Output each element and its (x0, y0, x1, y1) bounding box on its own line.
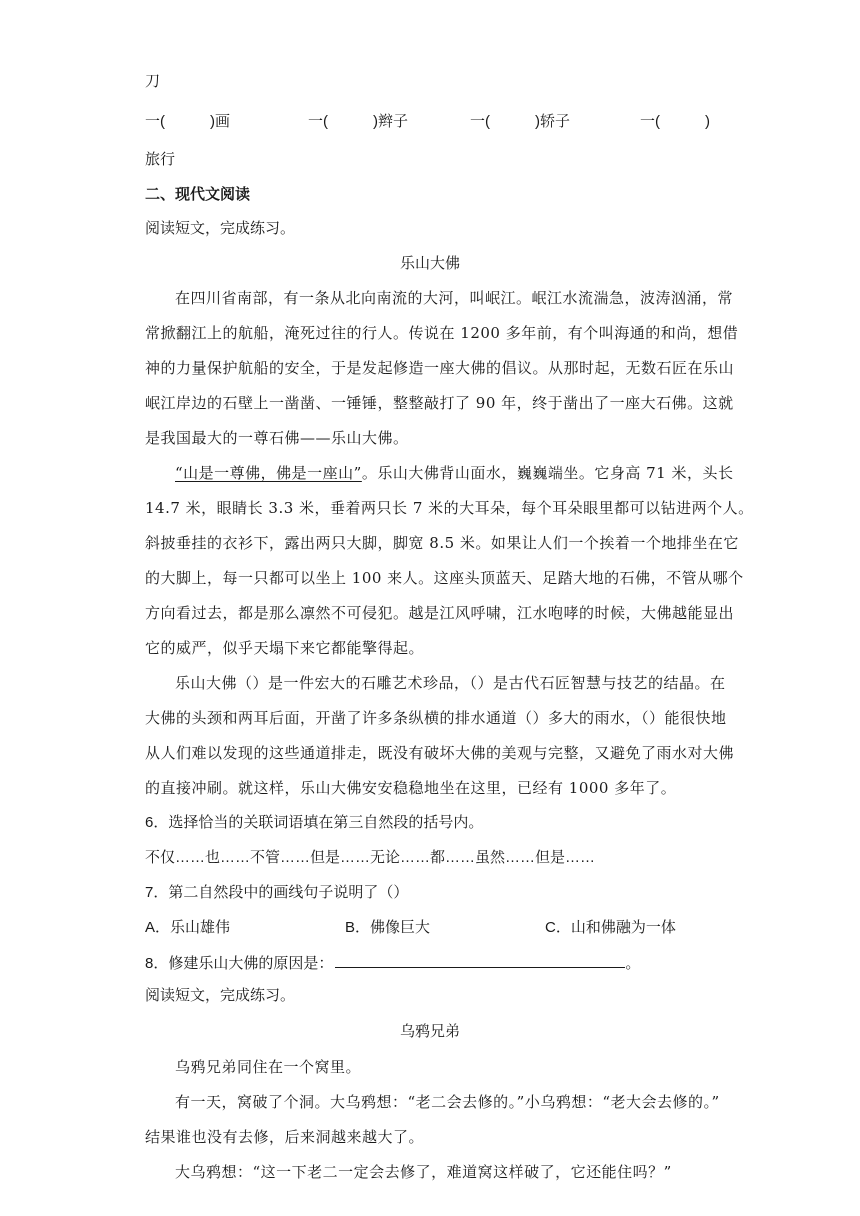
passage-line: 的大脚上，每一只都可以坐上 100 来人。这座头顶蓝天、足踏大地的石佛，不管从哪个 (145, 569, 744, 587)
passage-line: 神的力量保护航船的安全，于是发起修造一座大佛的倡议。从那时起，无数石匠在乐山 (145, 359, 735, 377)
question-8-text: 8．修建乐山大佛的原因是： (145, 955, 334, 972)
passage-title: 乌鸦兄弟 (399, 1022, 460, 1040)
fill-item-blank: 一( ) (640, 113, 710, 130)
passage-line: 有一天，窝破了个洞。大乌鸦想：“老二会去修的。”小乌鸦想：“老大会去修的。” (175, 1093, 720, 1111)
option-a: A．乐山雄伟 (145, 919, 231, 936)
text-lvxing: 旅行 (145, 151, 176, 168)
instruction: 阅读短文，完成练习。 (145, 987, 296, 1004)
option-b: B．佛像巨大 (345, 919, 431, 936)
passage-line: 常掀翻江上的航船，淹死过往的行人。传说在 1200 多年前，有个叫海通的和尚，想借 (145, 324, 739, 342)
passage-text: 。乐山大佛背山面水，巍巍端坐。它身高 71 米，头长 (361, 464, 734, 482)
passage-line: 14.7 米，眼睛长 3.3 米，垂着两只长 7 米的大耳朵，每个耳朵眼里都可以钻进两个人。 (145, 499, 754, 517)
question-8 (145, 953, 640, 974)
fill-item-bianzi: 一( )辫子 (308, 113, 408, 130)
passage-line: 在四川省南部，有一条从北向南流的大河，叫岷江。岷江水流湍急，波涛汹涌，常 (175, 289, 734, 307)
passage-line: 方向看过去，都是那么凛然不可侵犯。越是江风呼啸，江水咆哮的时候，大佛越能显出 (145, 604, 735, 622)
fill-item-hua: 一( )画 (145, 113, 230, 130)
section-heading: 二、现代文阅读 (145, 186, 251, 203)
passage-title: 乐山大佛 (399, 254, 460, 272)
passage-line: 结果谁也没有去修，后来洞越来越大了。 (145, 1128, 425, 1146)
answer-blank (335, 953, 625, 968)
instruction: 阅读短文，完成练习。 (145, 220, 296, 237)
passage-line: 的直接冲刷。就这样，乐山大佛安安稳稳地坐在这里，已经有 1000 多年了。 (145, 779, 677, 797)
char-dao: 刀 (145, 73, 161, 90)
passage-line: 乐山大佛（）是一件宏大的石雕艺术珍品，（）是古代石匠智慧与技艺的结晶。在 (175, 674, 726, 692)
passage-line: 岷江岸边的石壁上一凿凿、一锤锤，整整敲打了 90 年，终于凿出了一座大石佛。这就 (145, 394, 734, 412)
question-8-end: 。 (625, 955, 641, 972)
passage-paragraph2-first (175, 463, 733, 483)
underlined-sentence: “山是一尊佛，佛是一座山” (175, 464, 362, 482)
question-7: 7．第二自然段中的画线句子说明了（） (145, 884, 409, 901)
passage-line: 大乌鸦想：“这一下老二一定会去修了，难道窝这样破了，它还能住吗？” (175, 1163, 672, 1181)
passage-line: 大佛的头颈和两耳后面，开凿了许多条纵横的排水通道（）多大的雨水，（）能很快地 (145, 709, 727, 727)
passage-line: 从人们难以发现的这些通道排走，既没有破坏大佛的美观与完整，又避免了雨水对大佛 (145, 744, 735, 762)
passage-line: 斜披垂挂的衣衫下，露出两只大脚，脚宽 8.5 米。如果让人们一个挨着一个地排坐在它 (145, 534, 739, 552)
question-6: 6．选择恰当的关联词语填在第三自然段的括号内。 (145, 814, 484, 831)
passage-line: 乌鸦兄弟同住在一个窝里。 (175, 1058, 362, 1076)
option-c: C．山和佛融为一体 (545, 919, 676, 936)
fill-item-jiaozi: 一( )轿子 (470, 113, 570, 130)
passage-line: 它的威严，似乎天塌下来它都能擎得起。 (145, 639, 425, 657)
question-6-options: 不仅……也……不管……但是……无论……都……虽然……但是…… (145, 849, 596, 866)
passage-line: 是我国最大的一尊石佛——乐山大佛。 (145, 429, 409, 447)
